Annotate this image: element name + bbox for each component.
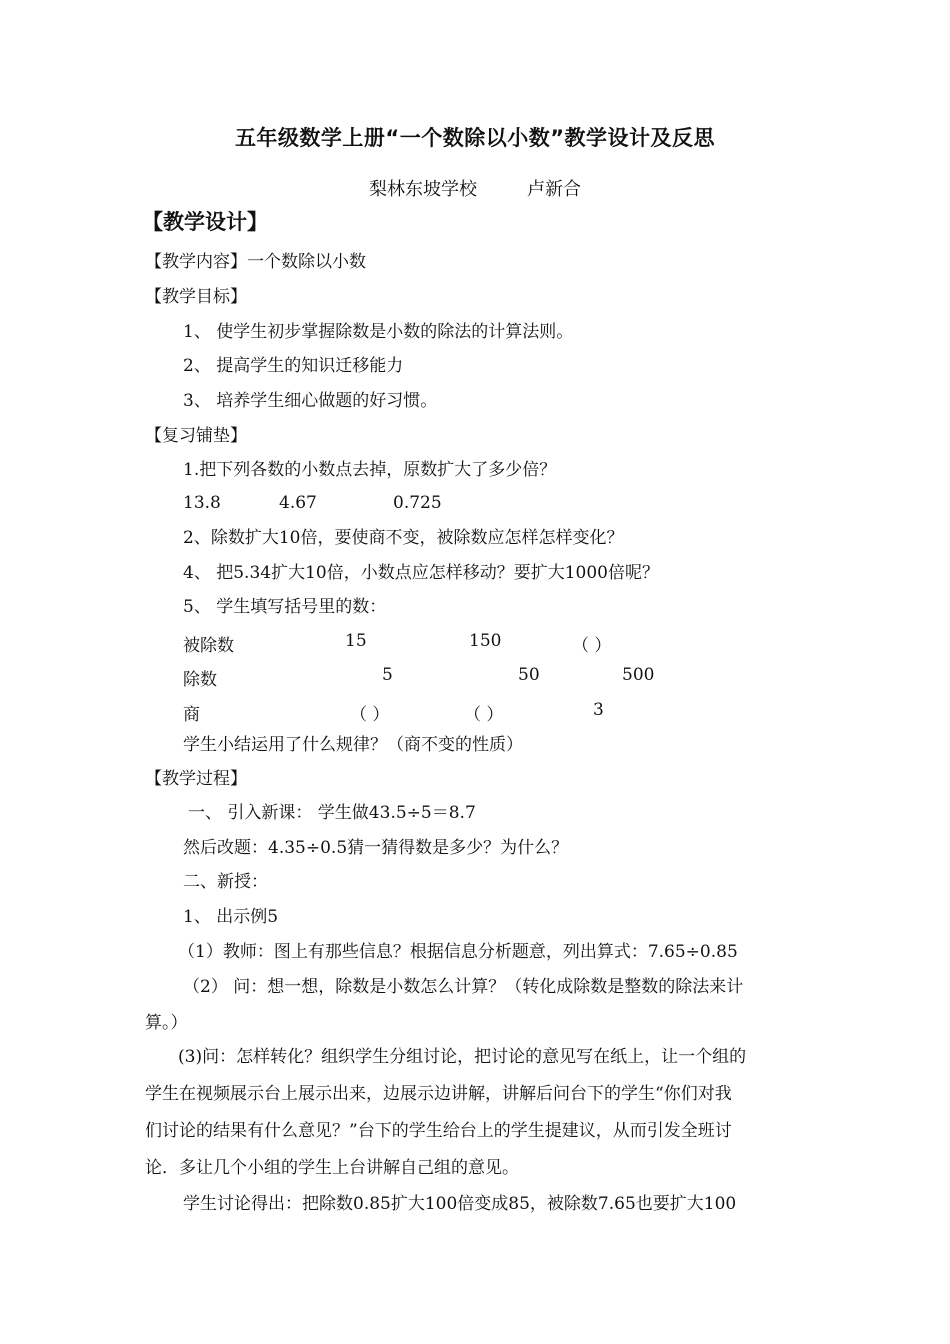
review-heading: 【复习铺垫】 xyxy=(145,426,247,446)
teaching-content: 【教学内容】一个数除以小数 xyxy=(145,252,366,272)
table-cell: （ ） xyxy=(350,705,390,725)
process-line: 二、新授： xyxy=(183,872,268,892)
table-cell: （ ） xyxy=(572,636,612,656)
process-line: 一、 引入新课： 学生做43.5÷5＝8.7 xyxy=(188,803,476,823)
process-line: 学生讨论得出：把除数0.85扩大100倍变成85，被除数7.65也要扩大100 xyxy=(183,1194,737,1214)
table-cell: （ ） xyxy=(464,705,504,725)
review-question-2: 2、除数扩大10倍，要使商不变，被除数应怎样怎样变化？ xyxy=(183,528,624,548)
review-value: 0.725 xyxy=(393,493,442,513)
author-line xyxy=(0,175,950,201)
process-line: 论．多让几个小组的学生上台讲解自己组的意见。 xyxy=(145,1158,519,1178)
table-cell: 15 xyxy=(345,631,367,651)
review-value: 4.67 xyxy=(279,493,317,513)
review-question-1: 1.把下列各数的小数点去掉，原数扩大了多少倍？ xyxy=(183,460,557,480)
process-line: 们讨论的结果有什么意见？”台下的学生给台上的学生提建议，从而引发全班讨 xyxy=(145,1121,732,1141)
process-line: (3)问：怎样转化？组织学生分组讨论，把讨论的意见写在纸上，让一个组的 xyxy=(178,1047,747,1067)
process-line: 1、 出示例5 xyxy=(183,907,279,927)
review-value: 13.8 xyxy=(183,493,221,513)
table-row-label-dividend: 被除数 xyxy=(183,636,234,656)
goal-item: 2、 提高学生的知识迁移能力 xyxy=(183,356,404,376)
document-title: 五年级数学上册“一个数除以小数”教学设计及反思 xyxy=(234,126,716,150)
author-school: 梨林东坡学校 xyxy=(369,179,477,200)
review-question-5: 5、 学生填写括号里的数： xyxy=(183,597,387,617)
process-line: （2） 问：想一想，除数是小数怎么计算？（转化成除数是整数的除法来计 xyxy=(183,977,744,997)
review-question-4: 4、 把5.34扩大10倍，小数点应怎样移动？要扩大1000倍呢？ xyxy=(183,563,659,583)
section-heading-design: 【教学设计】 xyxy=(142,210,268,234)
process-line: （1）教师：图上有那些信息？根据信息分析题意，列出算式：7.65÷0.85 xyxy=(178,942,738,962)
review-summary: 学生小结运用了什么规律？（商不变的性质） xyxy=(183,735,523,755)
goal-item: 1、 使学生初步掌握除数是小数的除法的计算法则。 xyxy=(183,322,574,342)
table-cell: 150 xyxy=(469,631,502,651)
author-name: 卢新合 xyxy=(527,179,581,200)
process-line: 然后改题：4.35÷0.5猜一猜得数是多少？为什么？ xyxy=(183,838,569,858)
table-cell: 3 xyxy=(593,700,604,720)
process-line: 学生在视频展示台上展示出来，边展示边讲解，讲解后问台下的学生“你们对我 xyxy=(145,1084,732,1104)
process-heading: 【教学过程】 xyxy=(145,769,247,789)
table-row-label-quotient: 商 xyxy=(183,705,200,725)
table-row-label-divisor: 除数 xyxy=(183,670,217,690)
table-cell: 5 xyxy=(382,665,393,685)
table-cell: 50 xyxy=(518,665,540,685)
process-line: 算。） xyxy=(145,1013,188,1033)
table-cell: 500 xyxy=(622,665,655,685)
goal-item: 3、 培养学生细心做题的好习惯。 xyxy=(183,391,438,411)
goals-heading: 【教学目标】 xyxy=(145,287,247,307)
